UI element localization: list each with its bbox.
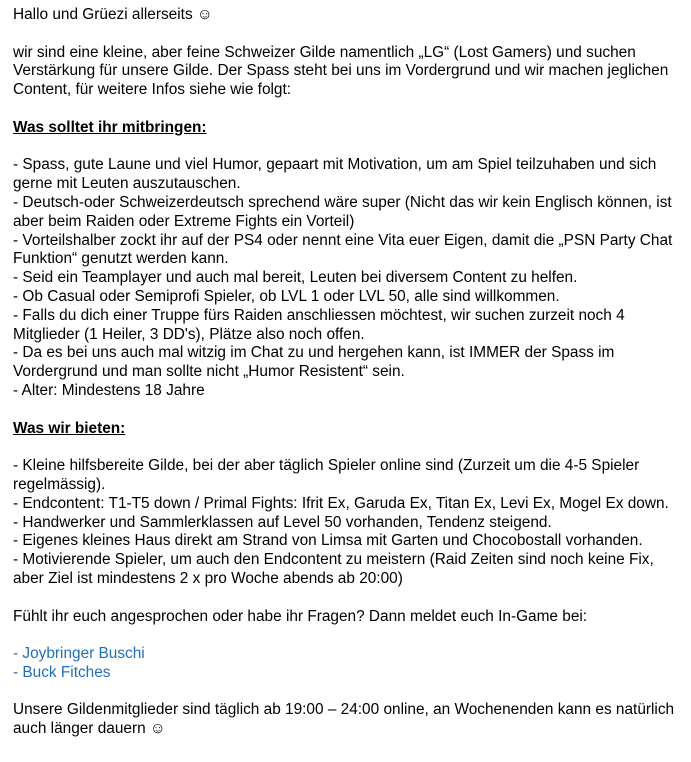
contact-prompt: Fühlt ihr euch angesprochen oder habe ihr Fragen? Dann meldet euch In-Game bei: xyxy=(13,607,588,625)
list-item: - Vorteilshalber zockt ihr auf der PS4 oder nennt eine Vita euer Eigen, damit die „PSN Party Chat Funktion“ genutzt werden kann. xyxy=(13,231,673,268)
requirements-list xyxy=(13,156,676,400)
intro-paragraph: wir sind eine kleine, aber feine Schweizer Gilde namentlich „LG“ (Lost Gamers) und suchen Verstärkung für unsere Gilde. Der Spass steht bei uns im Vordergrund und wir machen jeglichen Content, für weitere Infos siehe wie folgt: xyxy=(13,43,669,99)
list-item: - Ob Casual oder Semiprofi Spieler, ob LVL 1 oder LVL 50, alle sind willkommen. xyxy=(13,287,560,305)
list-item: - Deutsch-oder Schweizerdeutsch sprechend wäre super (Nicht das wir kein Englisch können, ist aber beim Raiden oder Extreme Fights ein Vorteil) xyxy=(13,193,672,230)
spacer xyxy=(13,401,676,420)
offers-list xyxy=(13,457,676,589)
contact-joybringer-buschi[interactable]: - Joybringer Buschi xyxy=(13,645,145,663)
list-item: - Kleine hilfsbereite Gilde, bei der aber täglich Spieler online sind (Zurzeit um die 4-5 Spieler regelmässig). xyxy=(13,457,640,493)
greeting: Hallo und Grüezi allerseits ☺ xyxy=(13,6,213,23)
spacer xyxy=(13,683,676,702)
offers-heading: Was wir bieten: xyxy=(13,419,126,437)
list-item: - Falls du dich einer Truppe fürs Raiden anschliessen möchtest, wir suchen zurzeit noch 4 Mitglieder (1 Heiler, 3 DD's), Plätze also noch offen. xyxy=(13,306,625,343)
list-item: - Spass, gute Laune und viel Humor, gepaart mit Motivation, um am Spiel teilzuhaben und sich gerne mit Leuten auszutauschen. xyxy=(13,156,657,193)
list-item: - Handwerker und Sammlerklassen auf Level 50 vorhanden, Tendenz steigend. xyxy=(13,513,552,531)
list-item: - Motivierende Spieler, um auch den Endcontent zu meistern (Raid Zeiten sind noch keine Fix, aber Ziel ist mindestens 2 x pro Woche abends ab 20:00) xyxy=(13,551,654,587)
spacer xyxy=(13,100,676,119)
spacer xyxy=(13,438,676,457)
contact-list xyxy=(13,645,676,683)
list-item: - Eigenes kleines Haus direkt am Strand von Limsa mit Garten und Chocobostall vorhanden. xyxy=(13,532,643,550)
requirements-heading: Was solltet ihr mitbringen: xyxy=(13,118,207,136)
list-item: - Seid ein Teamplayer und auch mal bereit, Leuten bei diversem Content zu helfen. xyxy=(13,269,578,287)
contact-buck-fitches[interactable]: - Buck Fitches xyxy=(13,663,111,681)
spacer xyxy=(13,25,676,44)
spacer xyxy=(13,138,676,157)
list-item: - Endcontent: T1-T5 down / Primal Fights: Ifrit Ex, Garuda Ex, Titan Ex, Levi Ex, Mogel Ex down. xyxy=(13,494,669,512)
closing-paragraph: Unsere Gildenmitglieder sind täglich ab 19:00 – 24:00 online, an Wochenenden kann es natürlich auch länger dauern ☺ xyxy=(13,701,675,738)
spacer xyxy=(13,589,676,608)
list-item: - Alter: Mindestens 18 Jahre xyxy=(13,381,205,399)
list-item: - Da es bei uns auch mal witzig im Chat zu und hergehen kann, ist IMMER der Spass im Vordergrund und man sollte nicht „Humor Resistent“ sein. xyxy=(13,344,615,381)
spacer xyxy=(13,626,676,645)
